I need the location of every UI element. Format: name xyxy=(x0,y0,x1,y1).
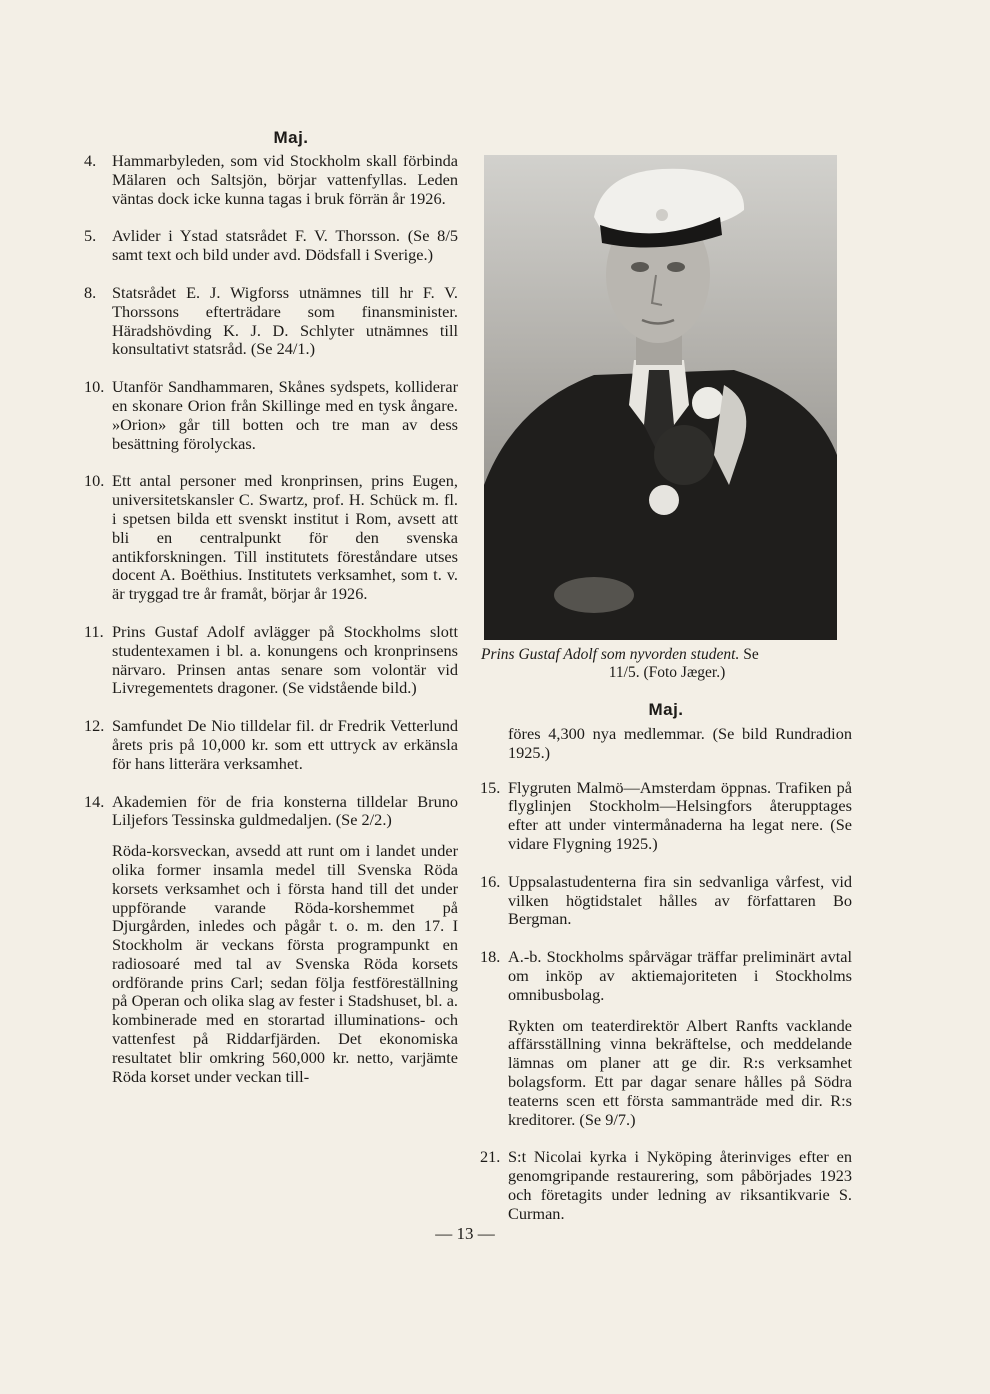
entry-text xyxy=(112,717,458,773)
entry-text xyxy=(112,378,458,453)
chronicle-entry xyxy=(84,793,458,1087)
entry-paragraph: Prins Gustaf Adolf avlägger på Stockholms slott studentexamen i bl. a. konungens och kronprinsens närvaro. Prinsen antas senare som volontär vid Livregementets dragoner. (Se vidstående bild.) xyxy=(112,621,458,698)
entry-paragraph: Ett antal personer med kronprinsen, prins Eugen, universitetskansler C. Swartz, prof. H. Schück m. fl. i spetsen bilda ett svenskt institut i Rom, avsett att bli en centralpunkt för den svenska antikforskningen. Till institutets föreståndare utses docent A. Boëthius. Institutets verksamhet, som t. v. är tryggad tre år framåt, börjar år 1926. xyxy=(112,471,458,604)
entry-paragraph: A.-b. Stockholms spårvägar träffar preliminärt avtal om inköp av aktiemajoriteten i Stockholms omnibusbolag. xyxy=(508,947,852,1004)
entry-text xyxy=(508,1148,852,1223)
caption-see-text: Se xyxy=(739,646,759,663)
page-number: — 13 — xyxy=(435,1224,495,1243)
left-entries-list xyxy=(84,152,458,1086)
entry-text xyxy=(508,779,852,854)
right-month-heading: Maj. xyxy=(648,700,684,719)
chronicle-entry xyxy=(84,284,458,359)
entry-paragraph: Hammarbyleden, som vid Stockholm skall förbinda Mälaren och Saltsjön, börjar vattenfyllas. Leden väntas dock icke kunna tagas i bruk förrän år 1926. xyxy=(112,151,458,208)
entry-paragraph: Akademien för de fria konsterna tilldelar Bruno Liljefors Tessinska guldmedaljen. (Se 2/2.) xyxy=(112,791,458,830)
entry-paragraph: Utanför Sandhammaren, Skånes sydspets, kolliderar en skonare Orion från Skillinge med en tysk ångare. »Orion» går till botten och tre man av dess besättning förolyckas. xyxy=(112,377,458,453)
entry-paragraph: Röda-korsveckan, avsedd att runt om i landet under olika former insamla medel till Svenska Röda korsets verksamhet och i första hand till det under uppförande varande Röda-korshemmet på Djurgården, inledes och pågår t. o. m. den 17. I Stockholm är veckans första programpunkt en radiosoaré med tal av Svenska Röda korsets ordförande prins Carl; sedan följa festföreställning på Operan och olika slag av fester i Stadshuset, bl. a. kombinerade med en storartad illuminations- och vattenfest på Riddarfjärden. Det ekonomiska resultatet blir omkring 560,000 kr. netto, varjämte Röda korset under veckan till- xyxy=(112,841,458,1086)
entry-date: 8. xyxy=(84,282,97,302)
entry-date: 21. xyxy=(480,1147,501,1167)
entry-text xyxy=(508,873,852,929)
entry-text xyxy=(112,284,458,359)
left-column xyxy=(84,128,458,1105)
entry-date: 10. xyxy=(84,377,105,397)
right-entries-list xyxy=(480,779,852,1224)
chronicle-entry xyxy=(84,152,458,208)
entry-date: 18. xyxy=(480,947,501,967)
chronicle-entry xyxy=(480,948,852,1129)
entry-date: 10. xyxy=(84,471,105,491)
entry-text xyxy=(112,472,458,604)
chronicle-entry xyxy=(480,779,852,854)
entry-text xyxy=(112,623,458,698)
caption-italic-text: Prins Gustaf Adolf som nyvorden student. xyxy=(481,646,740,663)
entry-date: 5. xyxy=(84,226,97,246)
portrait-photo xyxy=(484,155,837,640)
entry-paragraph: Uppsalastudenterna fira sin sedvanliga vårfest, vid vilken högtidstalet hålles av författaren Bo Bergman. xyxy=(508,871,852,929)
entry-paragraph: Avlider i Ystad statsrådet F. V. Thorsson. (Se 8/5 samt text och bild under avd. Dödsfall i Sverige.) xyxy=(112,226,458,265)
entry-paragraph: Samfundet De Nio tilldelar fil. dr Fredrik Vetterlund årets pris på 10,000 kr. som ett uttryck av erkänsla för hans litterära verksamhet. xyxy=(112,716,458,773)
entry-date: 11. xyxy=(84,621,104,641)
entry-date: 12. xyxy=(84,716,105,736)
chronicle-entry xyxy=(84,472,458,604)
entry-paragraph: Flygruten Malmö—Amsterdam öppnas. Trafiken på flyglinjen Stockholm—Helsingfors återupptages efter att under vintermånaderna ha legat nere. (Se vidare Flygning 1925.) xyxy=(508,777,852,853)
chronicle-entry xyxy=(480,1148,852,1223)
chronicle-entry xyxy=(84,227,458,265)
chronicle-entry xyxy=(480,873,852,929)
entry-text xyxy=(112,152,458,208)
caption-credit: 11/5. (Foto Jæger.) xyxy=(608,664,726,681)
entry-date: 14. xyxy=(84,791,105,811)
entry-text xyxy=(508,948,852,1129)
left-month-heading: Maj. xyxy=(273,128,309,147)
entry-date: 4. xyxy=(84,151,97,170)
chronicle-entry xyxy=(84,623,458,698)
entry-text xyxy=(112,227,458,265)
right-continuation-text: föres 4,300 nya medlemmar. (Se bild Rundradion 1925.) xyxy=(508,724,852,762)
chronicle-entry xyxy=(84,378,458,453)
photo-caption xyxy=(481,646,853,682)
entry-paragraph: Rykten om teaterdirektör Albert Ranfts vacklande affärsställning vinna bekräftelse, och meddelande lämnas om planer att ge dir. R:s verksamhet bolagsform. Ett par dagar senare hålles på Södra teaterns scen ett första sammanträde med dir. R:s kreditorer. (Se 9/7.) xyxy=(508,1015,852,1129)
entry-date: 15. xyxy=(480,777,501,797)
entry-date: 16. xyxy=(480,871,501,891)
entry-paragraph: Statsrådet E. J. Wigforss utnämnes till hr F. V. Thorssons efterträdare som finansminister. Häradshövding K. J. D. Schlyter utnämnes till konsultativt statsråd. (Se 24/1.) xyxy=(112,282,458,359)
right-column xyxy=(480,700,852,1243)
entry-paragraph: S:t Nicolai kyrka i Nyköping återinviges efter en genomgripande restaurering, som påbörjades 1923 och företagits under ledning av riksantikvarie S. Curman. xyxy=(508,1147,852,1223)
chronicle-entry xyxy=(84,717,458,773)
entry-text xyxy=(112,793,458,1087)
